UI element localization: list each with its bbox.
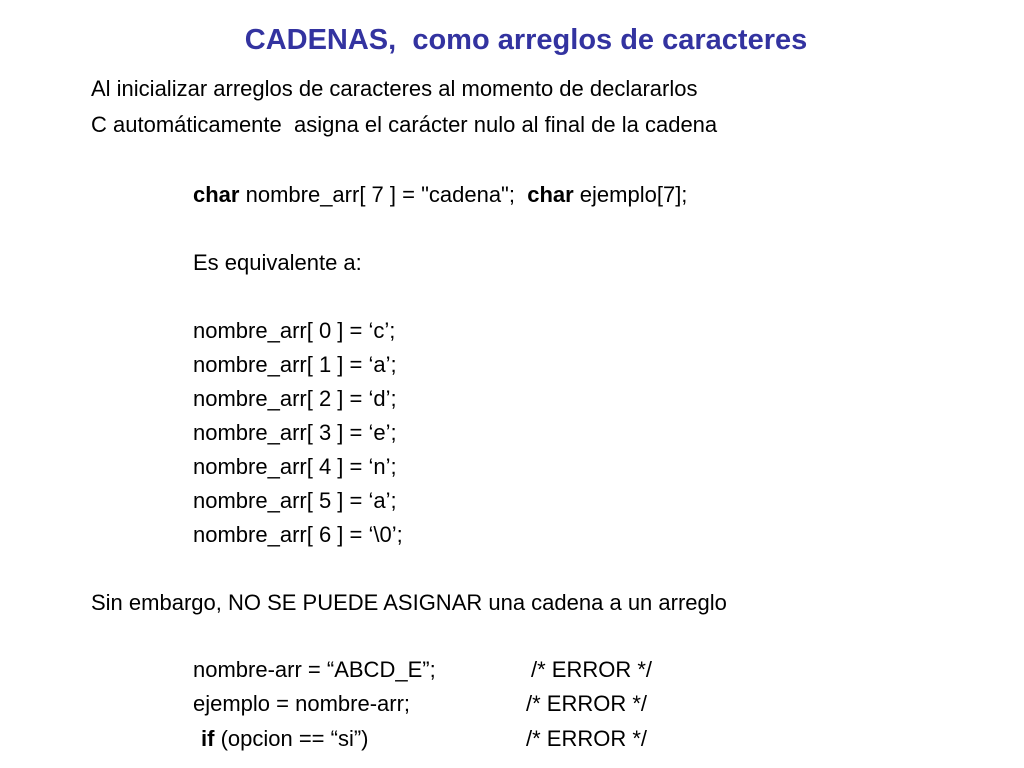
error-code: ejemplo = nombre-arr; — [193, 691, 411, 716]
intro-line-1: Al inicializar arreglos de caracteres al momento de declararlos — [91, 76, 698, 101]
declaration-line — [193, 182, 687, 208]
equivalent-label: Es equivalente a: — [193, 250, 362, 275]
assignment-line: nombre_arr[ 6 ] = ‘\0’; — [193, 522, 403, 547]
error-code: (opcion == “si”) — [214, 726, 369, 751]
assignment-line: nombre_arr[ 4 ] = ‘n’; — [193, 454, 397, 479]
error-line-2 — [193, 691, 410, 717]
assignment-line: nombre_arr[ 5 ] = ‘a’; — [193, 488, 397, 513]
char-keyword: char — [527, 182, 574, 207]
error-line-1 — [193, 657, 436, 683]
assignment-line: nombre_arr[ 0 ] = ‘c’; — [193, 318, 396, 343]
assignment-line: nombre_arr[ 1 ] = ‘a’; — [193, 352, 397, 377]
error-code: nombre-arr = “ABCD_E”; — [193, 657, 436, 682]
slide-title: CADENAS, como arreglos de caracteres — [244, 24, 808, 56]
assignment-line: nombre_arr[ 3 ] = ‘e’; — [193, 420, 397, 445]
error-comment: /* ERROR */ — [526, 691, 648, 716]
declaration-part-2: ejemplo[7]; — [573, 182, 688, 207]
if-keyword: if — [201, 726, 215, 751]
declaration-part-1: nombre_arr[ 7 ] = "cadena"; — [239, 182, 528, 207]
error-comment: /* ERROR */ — [526, 726, 648, 751]
however-line: Sin embargo, NO SE PUEDE ASIGNAR una cadena a un arreglo — [91, 590, 727, 615]
intro-line-2: C automáticamente asigna el carácter nulo al final de la cadena — [91, 112, 718, 137]
char-keyword: char — [193, 182, 240, 207]
error-comment: /* ERROR */ — [531, 657, 653, 682]
error-line-3 — [201, 726, 369, 752]
assignment-line: nombre_arr[ 2 ] = ‘d’; — [193, 386, 397, 411]
